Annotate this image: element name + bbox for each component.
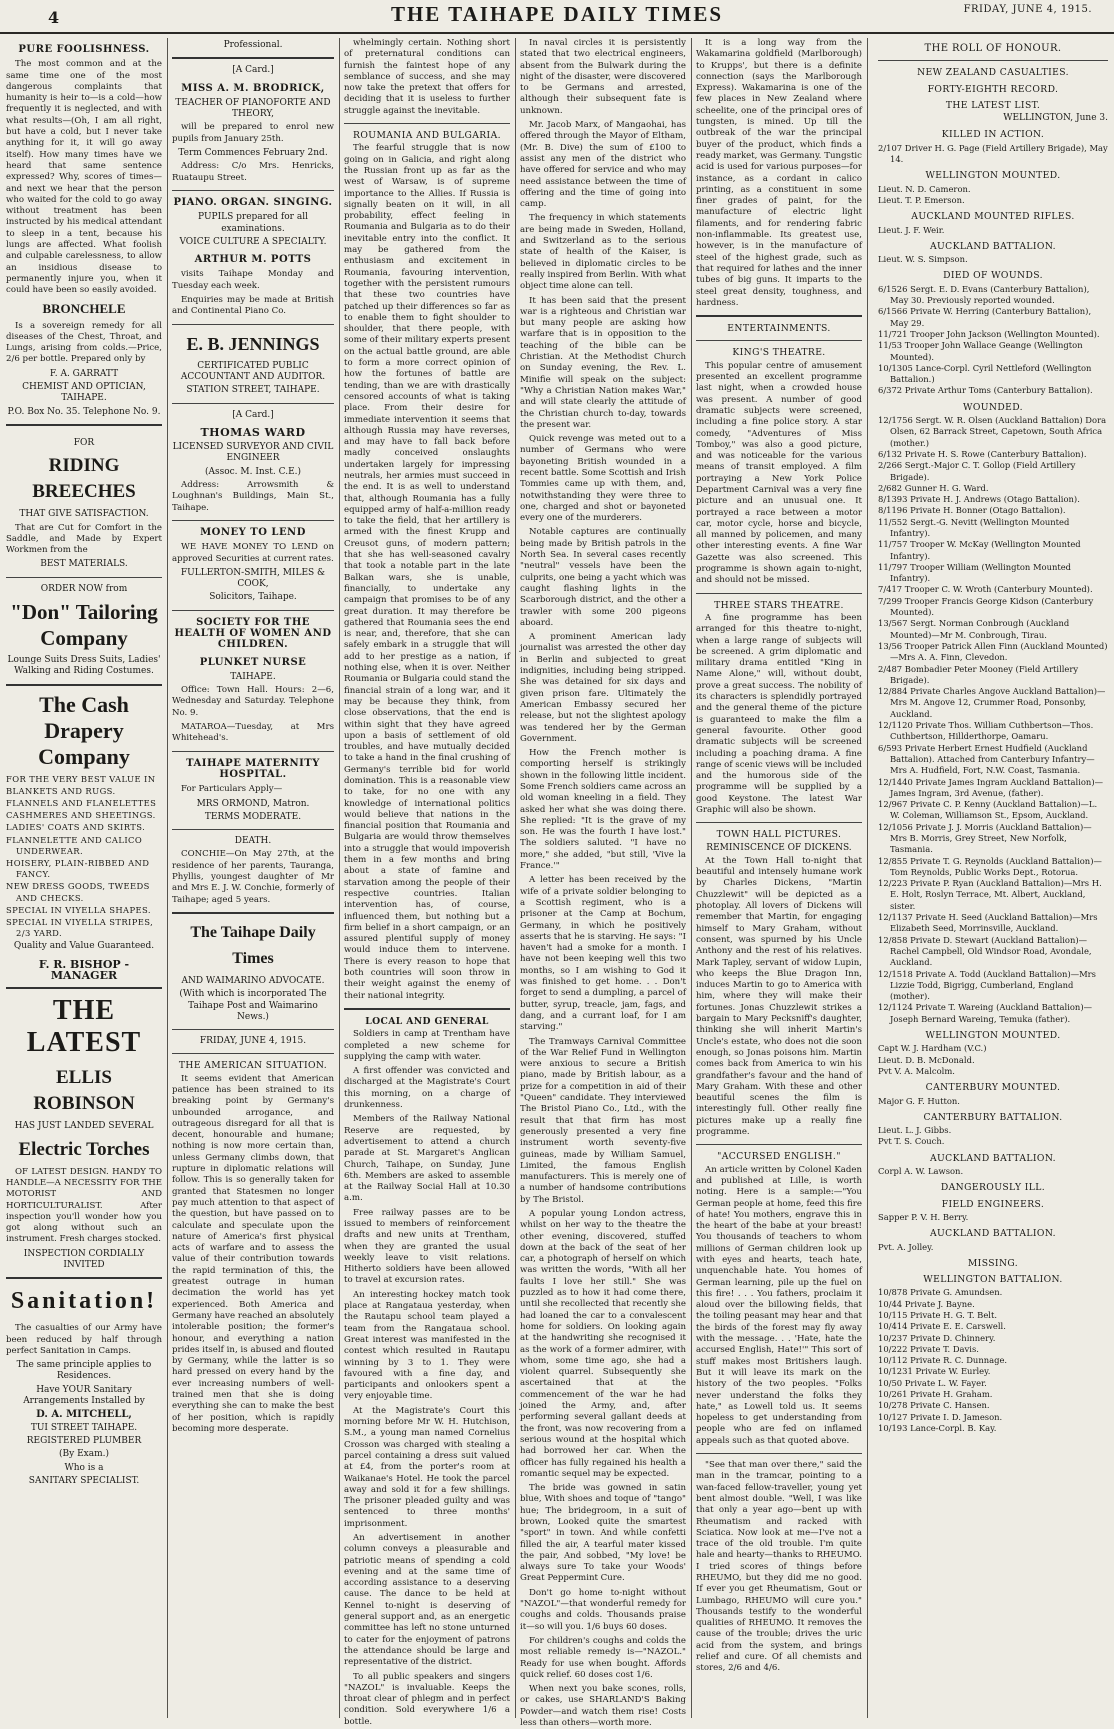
- american-situation-text: It seems evident that American patience has been strained to its breaking point by Germany's unbounded arrogance, and outrageous disregard for all that is decent, honourable and humane; nothing is now more certain than, unless Germany climbs down, that rupture in diplomatic relations will follow. This is so generally taken for granted that Statesmen no longer pay much attention to that aspect of the question, but have passed on to calculate and speculate upon the nature of America's first physical acts of warfare and to assess the value of their contribution towards the rapid termination of this, the greatest outrage in human decimation the world has yet experienced. Both America and Germany have reached an absolutely intolerable position; the former's honour, and everything a nation prides itself in, is abused and flouted by Germany, while the latter is so hard pressed on every hand by the ever increasing numbers of well-trained men that she is doing everything she can to make the best of her position, which is rapidly becoming more desperate.: [172, 1073, 334, 1434]
- order-now: ORDER NOW from: [40, 583, 128, 594]
- divider: [172, 751, 334, 752]
- list-item: 8/1393 Private H. J. Andrews (Otago Battalion).: [878, 494, 1080, 505]
- list-item: Sapper P. V. H. Berry.: [878, 1211, 969, 1222]
- list-item: AUCKLAND BATTALION.: [929, 240, 1056, 252]
- riding-breeches-heading: RIDING BREECHES: [32, 455, 136, 503]
- news-item: When next you bake scones, rolls, or cakes, use SHARLAND'S Baking Powder—and watch them rise! Costs less than others—worth more.: [520, 1684, 686, 1729]
- plunket-mataroa: MATAROA—Tuesday, at Mrs Whitehead's.: [172, 722, 334, 744]
- editorial-continued: whelmingly certain. Nothing short of preternatural conditions can furnish the faintest hope of any semblance of success, and she may now take the pretext that offers for deciding that it is useless to further struggle against the inevitable.: [344, 38, 510, 116]
- maternity-matron: MRS ORMOND, Matron.: [196, 798, 310, 809]
- local-item: A first offender was convicted and discharged at the Magistrate's Court this morning, on a charge of drunkenness.: [344, 1066, 510, 1111]
- list-item: 10/278 Private C. Hansen.: [878, 1400, 990, 1411]
- list-item: 12/1756 Sergt. W. R. Olsen (Auckland Battalion) Dora Olsen, 62 Barrack Street, Capetown, South Africa (mother.): [878, 415, 1107, 448]
- local-item: Members of the Railway National Reserve are requested, by advertisement to attend a church parade at St. Margaret's Anglican Church, Taihape, on Sunday, June 6th. Members are asked to assemble at the Railway Social Hall at 10.30 a.m.: [344, 1114, 510, 1204]
- mitchell-name: D. A. MITCHELL,: [36, 1409, 132, 1421]
- editorial-date: FRIDAY, JUNE 4, 1915.: [199, 1036, 307, 1047]
- news-item: Notable captures are continually being made by British patrols in the North Sea. In several cases recently "neutral" vessels have been the culprits, one being a yacht which was caught flashing lights in the Scarborough district, and the other a trawler with some 200 pigeons aboard.: [520, 527, 686, 628]
- divider: [172, 610, 334, 611]
- list-item: CANTERBURY MOUNTED.: [925, 1082, 1061, 1094]
- list-item: AUCKLAND BATTALION.: [929, 1152, 1056, 1164]
- town-hall-heading: TOWN HALL PICTURES.: [716, 829, 842, 841]
- divider: [6, 987, 162, 989]
- list-item: AUCKLAND MOUNTED RIFLES.: [911, 211, 1075, 223]
- list-item: 2/487 Bombadier Peter Mooney (Field Artillery Brigade).: [878, 663, 1079, 685]
- divider: [172, 520, 334, 521]
- list-item: AUCKLAND BATTALION.: [929, 1228, 1056, 1240]
- list-item: 10/414 Private E. E. Carswell.: [878, 1321, 1006, 1332]
- local-item: Free railway passes are to be issued to members of reinforcement drafts and new units at Trentham, when they are granted the usual weekly leave to visit relations. Hitherto soldiers have been allowed to travel at excursion rates.: [344, 1207, 510, 1286]
- sanitary-specialist: SANITARY SPECIALIST.: [28, 1475, 140, 1486]
- bronchele-text: Is a sovereign remedy for all diseases of the Chest, Throat, and Lungs, arising from colds.—Price, 2/6 per bottle. Prepared only by: [6, 320, 162, 365]
- the-latest-heading: THE LATEST: [26, 995, 142, 1059]
- money-to-lend-heading: MONEY TO LEND: [200, 526, 306, 538]
- plunket-office: Office: Town Hall. Hours: 2—6, Wednesday and Saturday. Telephone No. 9.: [172, 685, 334, 718]
- list-item: 10/112 Private R. C. Dunnage.: [878, 1355, 1008, 1366]
- manager-line: F. R. BISHOP - MANAGER: [38, 957, 130, 983]
- kings-theatre-heading: KING'S THEATRE.: [732, 347, 826, 359]
- lounge-suits: Lounge Suits Dress Suits, Ladies' Walking and Riding Costumes.: [7, 654, 161, 677]
- tdt-nameplate: The Taihape Daily Times: [190, 923, 316, 967]
- divider: [172, 1053, 334, 1054]
- list-item: 12/855 Private T. G. Reynolds (Auckland Battalion)—Tom Reynolds, Public Works Dept., Rotorua.: [878, 855, 1102, 877]
- list-item: CANTERBURY BATTALION.: [923, 1111, 1063, 1123]
- brodrick-address: Address: C/o Mrs. Henricks, Ruataupu Street.: [172, 161, 334, 183]
- news-item: A popular young London actress, whilst on her way to the theatre the other evening, discovered, stuffed down at the back of the seat of her car, a photograph of herself on which was written the words, "With all her faults I love her still." She was puzzled as to how it had come there, until she recollected that recently she had loaned the car to a convalescent home for soldiers. On looking again at the handwriting she recognised it as the work of a former admirer, with whom, some time ago, she had a violent quarrel. Subsequently she ascertained that at the commencement of the war he had joined the Army, and, after performing several gallant deeds at the front, was now recovering from a serious wound at the hospital which had borrowed her car. When the officer has fully regained his health a romantic sequel may be expected.: [520, 1208, 686, 1479]
- list-item: 12/884 Private Charles Angove Auckland Battalion)—Mrs M. Angove 12, Crummer Road, Ponsonby, Auckland.: [878, 686, 1106, 719]
- list-item: 11/757 Trooper W. McKay (Wellington Mounted Infantry).: [878, 539, 1081, 561]
- list-item: 6/1526 Sergt. E. D. Evans (Canterbury Battalion), May 30. Previously reported wounded.: [878, 283, 1090, 306]
- list-item: Corpl A. W. Lawson.: [878, 1166, 964, 1177]
- list-item: 12/1124 Private T. Wareing (Auckland Battalion)—Joseph Bernard Wareing, Temuka (father).: [878, 1002, 1092, 1024]
- list-item: WELLINGTON MOUNTED.: [925, 170, 1061, 182]
- list-item: Lieut. D. B. McDonald.: [878, 1054, 975, 1065]
- column-4-news: [520, 38, 686, 1729]
- page-number: 4: [48, 8, 60, 27]
- jennings-name: E. B. JENNINGS: [186, 333, 320, 354]
- list-item: 10/50 Private L. W. Fayer.: [878, 1377, 987, 1388]
- column-rule: [339, 38, 340, 1718]
- station-street: STATION STREET, TAIHAPE.: [186, 385, 320, 396]
- plunket-nurse: PLUNKET NURSE: [199, 656, 307, 668]
- accursed-english-text: An article written by Colonel Kaden and published at Lille, is worth noting. Here is a sample:—"You German people at home, feed this fire of hate! You mothers, engrave this in the heart of the babe at your breast! You thousands of teachers to whom millions of German children look up with eyes and hearts, teach hate, unquenchable hate. You homes of German learning, pile up the fuel on this fire! . . . You fathers, proclaim it aloud over the billowing fields, that the toiling peasant may hear and that the birds of the forest may fly away with the message. . . 'Hate, hate the accursed English, Hate!'" This sort of stuff makes most Britishers laugh. But it will leave its mark on the history of the two peoples. "Folks never understand the folks they hate," as Lowell told us. It seems hopeless to get understanding from people who are fed on inflamed appeals such as that quoted above.: [696, 1164, 862, 1446]
- waimarino-advocate: AND WAIMARINO ADVOCATE.: [181, 975, 325, 986]
- divider: [878, 60, 1108, 61]
- list-item: 11/721 Trooper John Jackson (Wellington Mounted).: [878, 328, 1100, 339]
- list-item: 2/682 Gunner H. G. Ward.: [878, 482, 989, 493]
- pupils-prepared: PUPILS prepared for all examinations.: [198, 212, 308, 234]
- accursed-english-heading: "ACCURSED ENGLISH.": [717, 1151, 841, 1163]
- list-item: 12/223 Private P. Ryan (Auckland Battalion)—Mrs H. E. Holt, Roslyn Terrace, Mt. Albert, Auckland, sister.: [878, 878, 1102, 911]
- quality-guaranteed: Quality and Value Guaranteed.: [13, 941, 155, 952]
- american-situation-heading: THE AMERICAN SITUATION.: [178, 1060, 328, 1072]
- death-heading: DEATH.: [234, 836, 272, 847]
- roll-of-honour-heading: THE ROLL OF HONOUR.: [924, 43, 1062, 54]
- list-item: 12/967 Private C. P. Kenny (Auckland Battalion)—L. W. Coleman, Williamson St., Epsom, Auckland.: [878, 799, 1098, 821]
- ward-title: LICENSED SURVEYOR AND CIVIL ENGINEER: [172, 442, 334, 464]
- garratt-title: CHEMIST AND OPTICIAN, TAIHAPE.: [22, 382, 146, 404]
- ellis-sub: HAS JUST LANDED SEVERAL: [14, 1121, 154, 1132]
- piano-organ-singing: PIANO. ORGAN. SINGING.: [173, 196, 333, 208]
- column-rule: [867, 38, 868, 1718]
- roumania-bulgaria-heading: ROUMANIA AND BULGARIA.: [353, 130, 501, 142]
- news-item: The Tramways Carnival Committee of the War Relief Fund in Wellington were anxious to secure a British piano, made by British labour, as a prize for a competition in aid of their "Queen" candidate. They interviewed The Bristol Piano Co., Ltd., with the result that that firm has most generously presented a very fine instrument worth seventy-five guineas, made by William Samuel, Limited, the famous English manufacturers. This is merely one of a number of handsome contributions by The Bristol.: [520, 1036, 686, 1205]
- list-item: Capt W. J. Hardham (V.C.): [878, 1043, 987, 1054]
- divider: [696, 593, 862, 594]
- voice-culture: VOICE CULTURE A SPECIALTY.: [179, 236, 327, 247]
- news-item: A letter has been received by the wife of a private soldier belonging to a Scottish regiment, who is a prisoner at the Camp at Bochum, Germany, in which he positively asserts that he is starving. He says: "I haven't had a smoke for a month. I have not been keeping well this two months, so I am wishing to God it was finished to get home. . . Don't forget to send a dumpling, a parcel of butter, syrup, treacle, jam, fags, and dang, and a currant loaf, for I am starving.": [520, 875, 686, 1033]
- divider: [172, 829, 334, 830]
- divider: [344, 1008, 510, 1010]
- local-item: To all public speakers and singers "NAZOL" is invaluable. Keeps the throat clear of phlegm and in perfect condition. Sold everywhere 1/6 a bottle.: [344, 1671, 510, 1727]
- enquiries-text: Enquiries may be made at British and Continental Piano Co.: [172, 295, 334, 317]
- ward-assoc: (Assoc. M. Inst. C.E.): [204, 466, 302, 477]
- tungsten-text: It is a long way from the Wakamarina goldfield (Marlborough) to Krupps', but there is a definite connection (says the Marlborough Express). Wakamarina is one of the few places in New Zealand where scheelite, one of the principal ores of tungsten, is mined. Up till the outbreak of the war the principal buyer of the product, which finds a ready market, was Germany. Tungstic acid is used for various purposes—for instance, as a cordant in calico printing, as a constituent in some finer grades of paint, for the manufacture of electric light filaments, and for rendering fabric non-inflammable. Its greatest use, however, is in the manufacture of steel of the highest grade, such as that required for lathes and the inner tubes of big guns. It imparts to the steel great density, toughness, and hardness.: [696, 38, 862, 308]
- list-item: 12/1518 Private A. Todd (Auckland Battalion)—Mrs Lizzie Todd, Bigrigg, Cumberland, England (mother).: [878, 968, 1096, 1002]
- potts-name: ARTHUR M. POTTS: [194, 254, 312, 266]
- brodrick-name: MISS A. M. BRODRICK,: [181, 82, 325, 94]
- best-materials: BEST MATERIALS.: [40, 559, 128, 570]
- kings-theatre-text: This popular centre of amusement presented an excellent programme last night, when a crowded house was present. A number of good dramatic subjects were screened, including a fine police story. A star comedy, "Adventures of Miss Tomboy," was also a good picture, and was noticeable for the various means of transit employed. A film portraying a New York Police Department Carnival was a very fine picture and an unusual one. It portrayed a race between a motor car, motor cycle, horse and bicycle, all manned by policemen, and many other interesting events. A fine War Gazette was also screened. This programme is shown again to-night, and should not be missed.: [696, 360, 862, 586]
- dangerously-ill-heading: DANGEROUSLY ILL.: [940, 1182, 1046, 1194]
- three-stars-text: A fine programme has been arranged for this theatre to-night, when a large range of subjects will be screened. A grim diplomatic and military drama entitled "King in Name Alone," will, without doubt, prove a great success. The nobility of its characters is splendidly portrayed and the general theme of the picture is guaranteed to make the film a general favourite. Other good dramatic subjects will be screened including a poaching drama. A fine range of scenic views will be included and the humorous side of the programme will be supplied by a good Keystone. The latest War Graphic will also be shown.: [696, 612, 862, 815]
- don-tailoring-heading: "Don" Tailoring Company: [10, 599, 158, 650]
- list-item: 12/1056 Private J. J. Morris (Auckland Battalion)—Mrs B. Morris, Grey Street, New Norfolk, Tasmania.: [878, 821, 1092, 855]
- three-stars-heading: THREE STARS THEATRE.: [714, 599, 844, 611]
- divider: [172, 403, 334, 404]
- list-item: Lieut. T. P. Emerson.: [878, 194, 965, 205]
- list-item: 7/417 Trooper C. W. Wroth (Canterbury Mounted).: [878, 584, 1093, 595]
- who-is-a: Who is a: [64, 1462, 104, 1473]
- list-item: Major G. F. Hutton.: [878, 1095, 960, 1106]
- sanitation-residences: The same principle applies to Residences.: [16, 1360, 152, 1382]
- list-item: 8/1196 Private H. Bonner (Otago Battalion).: [878, 505, 1066, 516]
- terms-moderate: TERMS MODERATE.: [204, 811, 302, 822]
- column-rule: [515, 38, 516, 1718]
- list-item: Pvt. A. Jolley.: [878, 1241, 934, 1252]
- local-general-heading: LOCAL AND GENERAL: [365, 1015, 489, 1027]
- divider: [172, 190, 334, 191]
- latest-list: THE LATEST LIST.: [945, 99, 1041, 111]
- list-item: FOR THE VERY BEST VALUE IN: [6, 773, 156, 784]
- news-item: For children's coughs and colds the most reliable remedy is—"NAZOL." Ready for use when bought. Affords quick relief. 60 doses cost 1/6.: [520, 1635, 686, 1680]
- divider: [696, 1453, 862, 1454]
- divider: [6, 684, 162, 686]
- ellis-robinson-heading: ELLIS ROBINSON: [33, 1067, 135, 1115]
- death-notice: CONCHIE—On May 27th, at the residence of her parents, Tauranga, Phyllis, youngest daughter of Mr and Mrs E. J. W. Conchie, formerly of Taihape; aged 5 years.: [172, 849, 334, 905]
- list-item: BLANKETS AND RUGS.: [6, 785, 116, 796]
- issue-date: FRIDAY, JUNE 4, 1915.: [963, 4, 1092, 15]
- list-item: 10/1305 Lance-Corpl. Cyril Nettleford (Wellington Battalion.): [878, 362, 1092, 385]
- maternity-heading: TAIHAPE MATERNITY HOSPITAL.: [186, 757, 320, 780]
- column-6-roll-of-honour: [872, 38, 1108, 1718]
- sanitation-text: The casualties of our Army have been reduced by half through perfect Sanitation in Camps.: [6, 1323, 162, 1356]
- list-item: WELLINGTON MOUNTED.: [925, 1030, 1061, 1042]
- list-item: 6/593 Private Herbert Ernest Hudfield (Auckland Battalion). Attached from Canterbury Infantry—Mrs A. Hudfield, Fort, N.W. Coast, Tasmania.: [878, 742, 1095, 776]
- list-item: LADIES' COATS AND SKIRTS.: [6, 822, 146, 833]
- garratt-contact: P.O. Box No. 35. Telephone No. 9.: [7, 406, 161, 417]
- list-item: 12/858 Private D. Stewart (Auckland Battalion)—Rachel Campbell, Old Windsor Road, Avondale, Auckland.: [878, 934, 1092, 968]
- rheumo-advertisement: "See that man over there," said the man in the tramcar, pointing to a wan-faced fellow-traveller, young yet bent almost double. "Well, I was like that only a year ago—bent up with Rheumatism and racked with Sciatica. Now look at me—I've not a trace of the old trouble. I'm quite hale and hearty—thanks to RHEUMO. I tried scores of things before RHEUMO, but they did me no good. If ever you get Rheumatism, Gout or Lumbago, RHEUMO will cure you." Thousands testify to the wonderful qualities of RHEUMO. It removes the cause of the trouble; drives the uric acid from the system, and brings relief and cure. Of all chemists and stores, 2/6 and 4/6.: [696, 1460, 862, 1674]
- divider: [696, 340, 862, 341]
- divider: [172, 57, 334, 59]
- list-item: 11/797 Trooper William (Wellington Mounted Infantry).: [878, 561, 1072, 584]
- incorporated-note: (With which is incorporated The Taihape Post and Waimarino News.): [179, 989, 327, 1022]
- divider: [6, 424, 162, 426]
- list-item: 11/53 Trooper John Wallace Geange (Wellington Mounted).: [878, 340, 1083, 362]
- professional-heading: Professional.: [223, 40, 283, 50]
- plunket-town: TAIHAPE.: [230, 671, 276, 682]
- list-item: 11/552 Sergt.-G. Nevitt (Wellington Mounted Infantry).: [878, 516, 1070, 538]
- fullerton-firm: FULLERTON-SMITH, MILES & COOK,: [180, 567, 326, 590]
- list-item: 10/878 Private G. Amundsen.: [878, 1287, 1003, 1298]
- jennings-title: CERTIFICATED PUBLIC ACCOUNTANT AND AUDITOR.: [180, 360, 326, 382]
- pure-foolishness-text: The most common and at the same time one of the most dangerous complaints that humanity is heir to—is a cold—how frequently it is neglected, and with what results—(Oh, I am all right, but have a cold, but I never take anything for it, it will go away itself). How many times have we heard that same sentence expressed? Why, scores of times—and next we hear that the person who waited for the cold to go away without treatment has been instructed by his medical attendant to sleep in a tent, because his lungs are affected. What foolish and culpable carelessness, to allow an insidious disease to permanently injure you, when it could have been so easily avoided.: [6, 59, 162, 296]
- list-item: 2/107 Driver H. G. Page (Field Artillery Brigade), May 14.: [878, 142, 1108, 165]
- list-item: 6/1566 Private W. Herring (Canterbury Battalion), May 29.: [878, 306, 1092, 328]
- list-item: 10/115 Private H. G. T. Belt.: [878, 1309, 997, 1320]
- solicitors: Solicitors, Taihape.: [209, 592, 297, 603]
- town-hall-text: At the Town Hall to-night that beautiful and intensely humane work by Charles Dickens, "Martin Chuzzlewit" will be depicted as a photoplay. All lovers of Dickens will remember that Martin, for engaging himself to Mary Graham, without consent, was spurned by his Uncle Anthony and the rest of his relatives. Mark Tapley, servant of widow Lupin, who keeps the Blue Dragon Inn, induces Martin to go to America with him, where they will make their fortunes. Jonas Chuzzlewit strikes a bargain to Mary Pecksniff's daughter, thinking she will inherit Martin's Uncle's estate, who does not die soon enough, so Jonas poisons him. Martin comes back from America to win his grandfather's favour and the hand of Mary Graham. With these and other beautiful scenes the film is interestingly full. Other really fine pictures make up a really fine programme.: [696, 855, 862, 1138]
- missing-heading: MISSING.: [967, 1257, 1019, 1269]
- divider: [172, 912, 334, 914]
- garratt-name: F. A. GARRATT: [49, 368, 119, 379]
- divider: [172, 1029, 334, 1030]
- list-item: 6/372 Private Arthur Toms (Canterbury Battalion).: [878, 385, 1093, 396]
- maternity-apply: For Particulars Apply—: [181, 784, 283, 795]
- divider: [6, 577, 162, 578]
- died-of-wounds-heading: DIED OF WOUNDS.: [943, 270, 1043, 282]
- torches-text: OF LATEST DESIGN. HANDY TO HANDLE—A NECESSITY FOR THE MOTORIST AND HORTICULTURALIST. After inspection you'll wonder how you got along without such an instrument. Fresh charges stocked.: [6, 1166, 162, 1245]
- local-item: An advertisement in another column conveys a pleasurable and patriotic means of spending a cold evening and at the same time of according assistance to a deserving cause. The dance to be held at Kennel to-night is deserving of general support and, as an energetic committee has left no stone unturned to cater for the enjoyment of patrons the attendance should be large and representative of the district.: [344, 1533, 510, 1668]
- pure-foolishness-heading: PURE FOOLISHNESS.: [18, 44, 150, 55]
- news-item: In naval circles it is persistently stated that two electrical engineers, absent from the Bulwark during the night of the disaster, were discovered to be Germans and arrested, although their subsequent fate is unknown.: [520, 38, 686, 116]
- list-item: 13/567 Sergt. Norman Conbrough (Auckland Mounted)—Mr M. Conbrough, Tirau.: [878, 618, 1070, 640]
- riding-for: FOR: [73, 437, 95, 448]
- brodrick-text: will be prepared to enrol new pupils from January 25th.: [172, 122, 334, 144]
- list-item: 12/1137 Private H. Seed (Auckland Battalion)—Mrs Elizabeth Seed, Morrinsville, Auckland.: [878, 912, 1098, 934]
- list-item: 10/1231 Private W. Eurley.: [878, 1366, 991, 1377]
- brodrick-title: TEACHER OF PIANOFORTE AND THEORY,: [175, 97, 331, 120]
- inspection-invited: INSPECTION CORDIALLY INVITED: [23, 1248, 145, 1270]
- list-item: 7/299 Trooper Francis George Kidson (Canterbury Mounted).: [878, 595, 1094, 618]
- list-item: FLANNELETTE AND CALICO UNDERWEAR.: [6, 834, 143, 856]
- column-5-entertainments: [696, 38, 862, 1718]
- bronchele-heading: BRONCHELE: [42, 300, 126, 316]
- wounded-heading: WOUNDED.: [963, 401, 1023, 413]
- forty-eighth-record: FORTY-EIGHTH RECORD.: [927, 83, 1059, 95]
- list-item: SPECIAL IN VIYELLA STRIPES, 2/3 YARD.: [6, 917, 154, 939]
- column-2-professional: [172, 38, 334, 1718]
- list-item: Lieut. W. S. Simpson.: [878, 254, 968, 265]
- sanitation-heading: Sanitation!: [10, 1288, 158, 1315]
- divider: [172, 324, 334, 325]
- column-rule: [691, 38, 692, 1718]
- cash-drapery-heading: The Cash Drapery Company: [38, 691, 130, 769]
- missing-sub: WELLINGTON BATTALION.: [923, 1274, 1063, 1286]
- ward-address: Address: Arrowsmith & Loughnan's Buildings, Main St., Taihape.: [172, 480, 334, 513]
- card-label: [A Card.]: [232, 409, 274, 420]
- news-item: It has been said that the present war is a righteous and Christian war but many people are asking how warfare that is in opposition to the teaching of the bible can be Christian. At the Methodist Church on Sunday evening, the Rev. L. Minifie will speak on the subject: "Why a Christian Nation makes War," and will state clearly the attitude of the Christian church to-day, towards the present war.: [520, 295, 686, 430]
- list-item: 12/1440 Private James Ingram Auckland Battalion)—James Ingram, 3rd Avenue, (father).: [878, 776, 1103, 798]
- killed-heading: KILLED IN ACTION.: [941, 129, 1045, 141]
- riding-breeches-sub: THAT GIVE SATISFACTION.: [19, 509, 149, 520]
- list-item: 10/193 Lance-Corpl. B. Kay.: [878, 1422, 997, 1433]
- potts-text: visits Taihape Monday and Tuesday each week.: [172, 269, 334, 291]
- news-item: Quick revenge was meted out to a number of Germans who were bayoneting British wounded in a recent battle. Some Scottish and Irish Tommies came up with them, and, notwithstanding they were three to one, charged and shot or bayoneted every one of the murderers.: [520, 434, 686, 524]
- divider: [6, 1277, 162, 1279]
- divider: [696, 315, 862, 317]
- news-item: The frequency in which statements are being made in Sweden, Holland, and Switzerland as to the serious state of health of the Kaiser, is believed in diplomatic circles to be really inspired from Berlin. With what object time alone can tell.: [520, 213, 686, 292]
- list-item: SPECIAL IN VIYELLA SHAPES.: [6, 904, 151, 915]
- list-item: CASHMERES AND SHEETINGS.: [6, 810, 156, 821]
- registered-plumber: REGISTERED PLUMBER: [26, 1435, 142, 1446]
- list-item: 10/222 Private T. Davis.: [878, 1343, 979, 1354]
- town-hall-sub: REMINISCENCE OF DICKENS.: [706, 842, 852, 853]
- column-1-advertisements: [6, 38, 162, 1718]
- sanitation-install: Have YOUR Sanitary Arrangements Installed by: [23, 1384, 145, 1407]
- electric-torches-heading: Electric Torches: [18, 1138, 150, 1160]
- newspaper-title: THE TAIHAPE DAILY TIMES: [390, 2, 724, 26]
- local-item: An interesting hockey match took place at Rangataua yesterday, when the Rautapu school team played a team from the Rangataua school. Great interest was manifested in the contest which resulted in Rautapu winning by 3 to 1. They were favoured with a fine day, and participants and onlookers spent a very enjoyable time.: [344, 1289, 510, 1402]
- news-item: A prominent American lady journalist was arrested the other day in Berlin and subjected to great indignities, including being stripped. She was detained for six days and given prison fare. Ultimately the American Embassy secured her release, but not the slightest apology was tendered her by the German Government.: [520, 632, 686, 744]
- cash-drapery-list: [6, 774, 162, 940]
- local-item: At the Magistrate's Court this morning before Mr W. H. Hutchison, S.M., a young man named Cornelius Crosson was charged with stealing a parcel containing a dress suit valued at £4, from the porter's room at Waikanae's Hotel. He took the parcel away and sold it for a few shillings. The prisoner pleaded guilty and was sentenced to three months' imprisonment.: [344, 1405, 510, 1529]
- column-rule: [167, 38, 168, 1718]
- card-label: [A Card.]: [232, 65, 274, 76]
- list-item: Pvt T. S. Couch.: [878, 1136, 945, 1147]
- nz-casualties-heading: NEW ZEALAND CASUALTIES.: [917, 67, 1069, 79]
- term-commences: Term Commences February 2nd.: [178, 148, 328, 159]
- list-item: NEW DRESS GOODS, TWEEDS AND CHECKS.: [6, 881, 150, 903]
- list-item: Lieut. N. D. Cameron.: [878, 183, 971, 194]
- field-engineers: FIELD ENGINEERS.: [941, 1198, 1045, 1210]
- list-item: 2/266 Sergt.-Major C. T. Gollop (Field Artillery Brigade).: [878, 460, 1076, 482]
- masthead: [0, 0, 1114, 34]
- news-item: The bride was gowned in satin blue, With shoes and toque of "tango" hue; The bridegroom, in a suit of brown, Looked quite the smartest "sport" in town. And while confetti filled the air, A tearful mater kissed the pair, And sobbed, "My love! be always sure To take your Woods' Great Peppermint Cure.: [520, 1483, 686, 1584]
- list-item: Pvt V. A. Malcolm.: [878, 1065, 955, 1076]
- riding-breeches-text: That are Cut for Comfort in the Saddle, and Made by Expert Workmen from the: [6, 522, 162, 556]
- column-3-editorial: [344, 38, 510, 1727]
- list-item: 10/237 Private D. Chinnery.: [878, 1332, 996, 1343]
- list-item: Lieut. L. J. Gibbs.: [878, 1125, 952, 1136]
- by-exam: (By Exam.): [59, 1449, 109, 1460]
- list-item: FLANNELS AND FLANELETTES: [6, 797, 157, 808]
- news-item: Mr. Jacob Marx, of Mangaohai, has offered through the Mayor of Eltham, (Mr. B. Dive) the sum of £100 to assist any men of the district who have offered for service and who may need assistance between the time of offering and the time of going into camp.: [520, 120, 686, 210]
- news-item: Don't go home to-night without "NAZOL"—that wonderful remedy for coughs and colds. Thousands praise it—so will you. 1/6 buys 60 doses.: [520, 1587, 686, 1632]
- mitchell-address: TUI STREET TAIHAPE.: [30, 1422, 138, 1433]
- roumania-bulgaria-text: The fearful struggle that is now going on in Galicia, and right along the Russian front up as far as the west of Warsaw, is of supreme importance to the Allies. If Russia is signally beaten on it will, in all probability, effect feeling in Roumania and Bulgaria as to do their inevitable entry into the conflict. It may be gathered from the enthusiasm and excitement in Roumania, favouring intervention, together with the persistent rumours that these two countries have patched up their differences so far as to enable them to fight shoulder to shoulder, that there people, with some of their military experts present on the actual battle ground, are able to form a more correct opinion of how the fortunes of battle are tending, than we are with drastically censored accounts of what is taking place. From their desire for immediate intervention it seems that although Russia may have reverses, and may have to fall back before madly conceived onslaughts undertaken largely for impressing neutrals, her armies must succeed in the end. It is as well to understand that, although Roumania has a fully equipped army of half-a-million ready to take the field, that her artillery is armed with the finest Krupp and Creusot guns, of modern pattern; that she has well-seasoned cavalry that took a notable part in the late Balkan wars, she is unable, financially, to undertake any campaign that promises to be of any great duration. It may therefore be gathered that Roumania sees the end is near, and, therefore, that she can safely embark in a struggle that will add to her prestige as a nation, if nothing else, when it is over. Neither Roumania or Bulgaria could stand the financial strain of a long war, and it may be because they think, from close observations, that the end is within sight that they have agreed upon a basis of settlement of old troubles, and have mutually decided to take a hand in the final crushing of Germany's terrible bid for world domination. This is a reasonable view to take, for no one with any knowledge of international politics would believe that nations in the financial position that Roumania and Bulgaria are would throw themselves into a struggle that would impoverish them in a few months and bring about a state of famine and starvation among the people of their respective countries. Italian intervention has, of course, influenced them, but nothing but a firm belief in a short campaign, or an assured plentiful supply of money would induce them to intervene. There is every reason to hope that both countries will soon throw in their weight against the enemy of their national integrity.: [344, 143, 510, 1001]
- list-item: Lieut. J. F. Weir.: [878, 224, 945, 235]
- ward-name: THOMAS WARD: [200, 425, 306, 439]
- local-item: Soldiers in camp at Trentham have completed a new scheme for supplying the camp with water.: [344, 1029, 510, 1062]
- list-item: 10/127 Private I. D. Jameson.: [878, 1411, 1003, 1422]
- divider: [696, 822, 862, 823]
- list-item: 13/56 Trooper Patrick Allen Finn (Auckland Mounted)—Mrs A. A. Finn, Clevedon.: [878, 640, 1108, 663]
- list-item: 12/1120 Private Thos. William Cuthbertson—Thos. Cuthbertson, Hillderthorpe, Oamaru.: [878, 720, 1094, 742]
- money-to-lend-text: WE HAVE MONEY TO LEND on approved Securities at current rates.: [172, 542, 334, 564]
- divider: [696, 1144, 862, 1145]
- divider: [344, 123, 510, 124]
- list-item: 6/132 Private H. S. Rowe (Canterbury Battalion).: [878, 448, 1087, 459]
- list-item: 10/261 Private H. Graham.: [878, 1389, 993, 1400]
- entertainments-heading: ENTERTAINMENTS.: [727, 323, 831, 335]
- news-item: How the French mother is comporting herself is strikingly shown in the following little incident. Some French soldiers came across an old woman kneeling in a field. They asked her what she was doing there. She replied: "It is the grave of my son. He was the fourth I have lost." The soldiers saluted. "I have no more," she added, "but still, 'Vive la France.'": [520, 748, 686, 872]
- society-heading: SOCIETY FOR THE HEALTH OF WOMEN AND CHILDREN.: [174, 616, 332, 651]
- list-item: HOISERY, PLAIN-RIBBED AND FANCY.: [6, 858, 150, 880]
- dateline: WELLINGTON, June 3.: [1003, 113, 1108, 124]
- list-item: 10/44 Private J. Bayne.: [878, 1298, 975, 1309]
